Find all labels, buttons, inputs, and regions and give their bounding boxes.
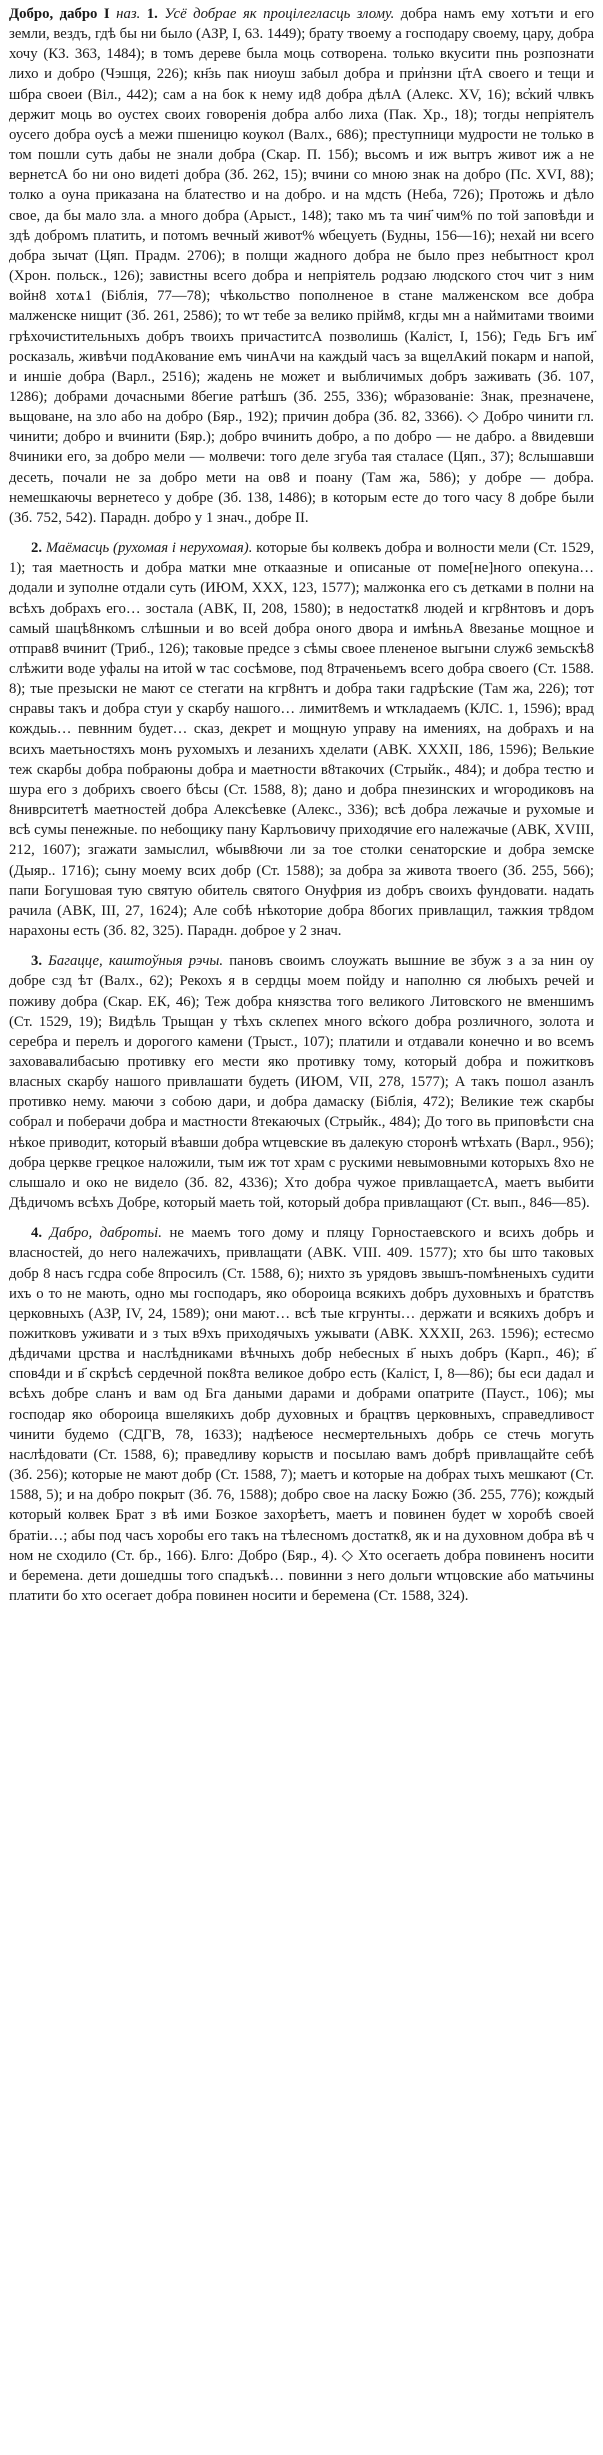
entry-sense-3 — [9, 951, 594, 1213]
sense-1-number: 1. — [146, 6, 158, 22]
headword: Добро, дабро I — [9, 6, 110, 22]
sense-2-number: 2. — [31, 540, 43, 557]
sense-1-body: добра намъ ему хотъти и его земли, вездъ, гдѣ бы ни было (АЗР, I, 63. 1449); брату твоему а господару своему, цару, добра хочу (КЗ. 363, 1484); в томъ дереве была моць сотворена. только вкусити пнь розпознати лихо и добро (Чэшця, 226); кн҃зь пак ниоуш забыл добра и при҆нзни ц҃тА своего и тещи и шбра своеи (Віл., 442); сам а на бок к нему ид8 добра дѣлА (Алекс. XV, 16); вс҆кий члвкъ держит моць во оустех своих говоренiя добра албо лиха (Пак. Хр., 18); тогды непрiятелъ оусего добра оусѣ а межи пшеницю коукол (Валх., 686); преступници мудрости не только в том пошли суть дабы не знали добра (Скар. П. 15б); вьсомъ и иж вытръ живот иж а не вернетсА бо ни оно видетi добра (Зб. 262, 15); вчини со мною знак на добро (Пс. XVI, 88); толко а оуна приказана на блатество и на добро. и на мдсть (Неба, 726); Протожь и дѣло свое, да бы мало зла. а много добра (Арыст., 148); тако мъ та чин҃ чим% по той заповѣди и здѣ добромъ платить, и потомъ вечный живот% ѡбецуеть (Будны, 156—16); нехай ни всего добра зычат (Цяп. Прадм. 2706); в полщи жадного добра не было през небытност крол (Хрон. польск., 126); завистны всего добра и непрiятель родзаю людского сточ чит з ним войн8 хотѧ1 (Біблія, 77—78); чѣкольство пополненое в стане малженском все добра малженске нищит (Зб. 261, 2586); то ѡт тебе за велико прiйм8, кгды мн а наймитами твоими грѣхочистительныхъ добръ твоихъ причаститсА позволишь (Каліст, I, 156); Гедь Бгъ им҃ росказаль, живѣчи подАкование емъ чинАчи на каждый часъ за вщелАкий покарм и напой, и иншiе добра (Варл., 2516); жадень не может и выбличимых добръ заживать (Зб. 107, 1286); добрами дочасными 8бегие ратѣшъ (Зб. 255, 336); ѡбразованiе: Знак, презначене, вьщоване, на зло або на добро (Бяр., 192); причин добра (Зб. 82, 3366). ◇ Добро чинити гл. чинити; добро и вчинити (Бяр.); добро вчинить добро, а по добро — не дабро. а 8видевши 8чиники его, за добро мели — молвечи: того деле згуба тая сталасе (Цяп., 37); 8слышавши десеть, почали не за добро мети на ов8 и поану (Там жа, 586); у добре — добра. немешкаючы вернетесо у добре (Зб. 138, 1486); в которым есте до того часу 8 добре были (Зб. 752, 542). Парадн. добро у 1 знач., добре II. — [9, 6, 595, 526]
entry-sense-1 — [9, 4, 594, 528]
entry-sense-2 — [9, 538, 594, 941]
sense-2-body: которые бы колвекъ добра и волности мели (Ст. 1529, 1); тая маетность и добра матки мне откаазные и описаные от поме[не]ного опекуна… додали и зуполне отдали суть (ИЮМ, XXX, 123, 1577); малжонка его съ детками в полни на всѣхъ добрахъ его… зостала (АВК, II, 208, 1580); в недостатк8 людей и кгр8нтовъ и доръ самый шацѣ8нкомъ слѣшныи и во всей добра оного двора и имѣньА 8везанье мощное и отправ8 вчинит (Триб., 126); таковые предсе з сѣмы своее плененое выгыни служ6 земьскѣ8 слѣжити воде уфалы на итой ѡ тас сосѣмове, под 8траченьемъ всего добра своего (Ст. 1588. 8); тые презыски не мают се стегати на кгр8нтъ и добра таки гадрѣские (Там жа, 226); тот снравы такъ и добра стуи у скарбу нашого… лимит8емъ и ѡткладаемъ (КЛС. 1, 1596); врад кождыь… певнним будет… сказ, декрет и мощную управу на имениях, на добрахъ и на всихъ маетьностяхъ монъ рухомыхъ и лезанихъ хделати (АВК. XXXII, 186, 1596); Велькие теж скарбы добра побраюны добра и маетности в8такочих (Стрыйк., 484); и добра тестю и шура его з добрихъ своего бѣсы (Ст. 1588, 8); дано и добра пнезинских и ѡгородиковъ на 8ниврситетѣ маетностей добра Алексѣевке (Алекс., 336); всѣ добра лежачые и рухомые и всѣ сумы пенежные. по небощику пану Карлъовичу приходячие его належачые (АВК, XVIII, 212, 1607); згажати замыслил, ѡбыв8ючи ли за тое столки сенаторские и добра земске (Дыяр.. 1716); сыну моему всих добр (Ст. 1588); за добра за живота твоего (Зб. 255, 566); папи Богушовая тую святую обитель святого Онуфрия из добръ своихъ фундовати. надать рачила (АВК, III, 27, 1624); Але собѣ нѣкоторие добра 8богих привлащил, тажкия тр8дом нарахоны есть (Зб. 82, 325). Парадн. доброе у 2 знач. — [9, 540, 595, 940]
sense-3-gloss: Багацце, каштоўныя рэчы. — [48, 953, 224, 970]
sense-4-body: не маемъ того дому и пляцу Горностаевского и всихъ добрь и власностей, до него належачихъ, привлащати (АВК. VIII. 409. 1577); хто бы што таковых добр 8 насъ гсдра собе 8просилъ (Ст. 1588, 6); нихто зъ урядовъ звышъ-помѣненыхъ судити ихъ о то не мають, одно мы господаръ, яко обороица всякихъ добръ духовныхъ и братствъ церковныхъ (АЗР, IV, 24, 1589); они мают… всѣ тые кгрунты… держати и всякихъ добръ и пожитковъ уживати и з тых в9хъ приходячыхъ ужывати (АВК. XXXII, 263. 1596); естесмо дѣдичами црства и наслѣдниками вѣчныхъ добр небесных в҃ ныхъ добръ (Карп., 46); в҃ спов4ди и в҃ скрѣсѣ сердечной пок8та великое добро есть (Каліст, I, 8—86); бы еси дадал и всѣхъ добре сланъ и вам од Бга даными дарами и добрами опатрите (Пауст., 106); мы господар яко обороица вшелякихъ добр духовных и брацтвъ церковныхъ, справедливост чинити будемо (СДГВ, 78, 1633); надѣеюсе несмертельныхъ добрь се стечь могуть наслѣдовати (Ст. 1588, 6); праведливу корыств и посылаю вамъ добрѣ привлащайте себѣ (Зб. 256); которые не мают добр (Ст. 1588, 7); маетъ и которые на добрах тыхъ мешкают (Ст. 1588, 5); и на добро покрыт (Зб. 76, 1588); добро свое на ласку Божю (Зб. 255, 776); кождый который колвек Брат з вѣ ими Бозкое захорѣетъ, маетъ и повинен будет ѡ хоробѣ своей братiи…; абы под часъ хоробы его такъ на тѣлесномъ достатк8, як и на духовном добра вѣ ч ном не сходило (Ст. бр., 166). Блго: Добро (Бяр., 4). ◇ Хто осегаеть добра повиненъ носити и беремена. дети дошедшы того спадъкѣ… повинни з него дольги ѡтцовские або матьчины платити бо хто осегает добра повинен носити и беремена (Ст. 1588, 324). — [9, 1225, 594, 1605]
sense-3-number: 3. — [31, 953, 43, 970]
sense-2-gloss: Маёмасць (рухомая і нерухомая). — [45, 540, 253, 557]
sense-3-body: пановъ своимъ слоужать вышние ве збуж з а за нин оу добре сзд ѣт (Валх., 62); Рекохъ я в сердцы моем пойду и наполню ся любыхъ речей и поживу добра (Скар. ЕК, 46); Теж добра князства того великого Литовского не вменшимъ (Ст. 1529, 19); Видѣль Трыщан у тѣхъ склепех много вс҆кого добра розличного, золота и серебра и перелъ и дорогого камени (Трыст., 107); платили и отдавали конечно и во всемъ заховавалибасыю противку его мести яко противку тому, который добра и пожитковъ власных скарбу нашого привлашати будеть (ИЮМ, VII, 278, 1577); А такъ пошол азанлъ противко нему. маючи з собою дари, и добра дамаску (Біблія, 472); Великие теж скарбы собрал и поберачи добра и мастности 8текаючых (Стрыйк., 484); До того вь приповѣсти сна нѣкое приводит, который вѣавши добра ѡтцевские въ далекую сторонѣ ѡтѣхать (Варл., 956); добра церкве грецкое наложили, тым иж тот храм с рускими невымовными которыхъ 8хо не слышало и око не видело (Зб. 82, 4336); Хто добра чужое привлащаетсА, маетъ выбити Дѣдичомъ всѣхъ Добре, который маеть той, который добра привлащают (Ст. вып., 846—85). — [9, 953, 595, 1212]
sense-1-gloss: Усё добрае як процілегласць злому. — [164, 6, 395, 22]
sense-4-gloss: Дабро, дабротьі. — [49, 1225, 162, 1242]
sense-4-number: 4. — [31, 1225, 43, 1242]
part-of-speech: наз. — [116, 6, 141, 22]
entry-sense-4 — [9, 1223, 594, 1606]
